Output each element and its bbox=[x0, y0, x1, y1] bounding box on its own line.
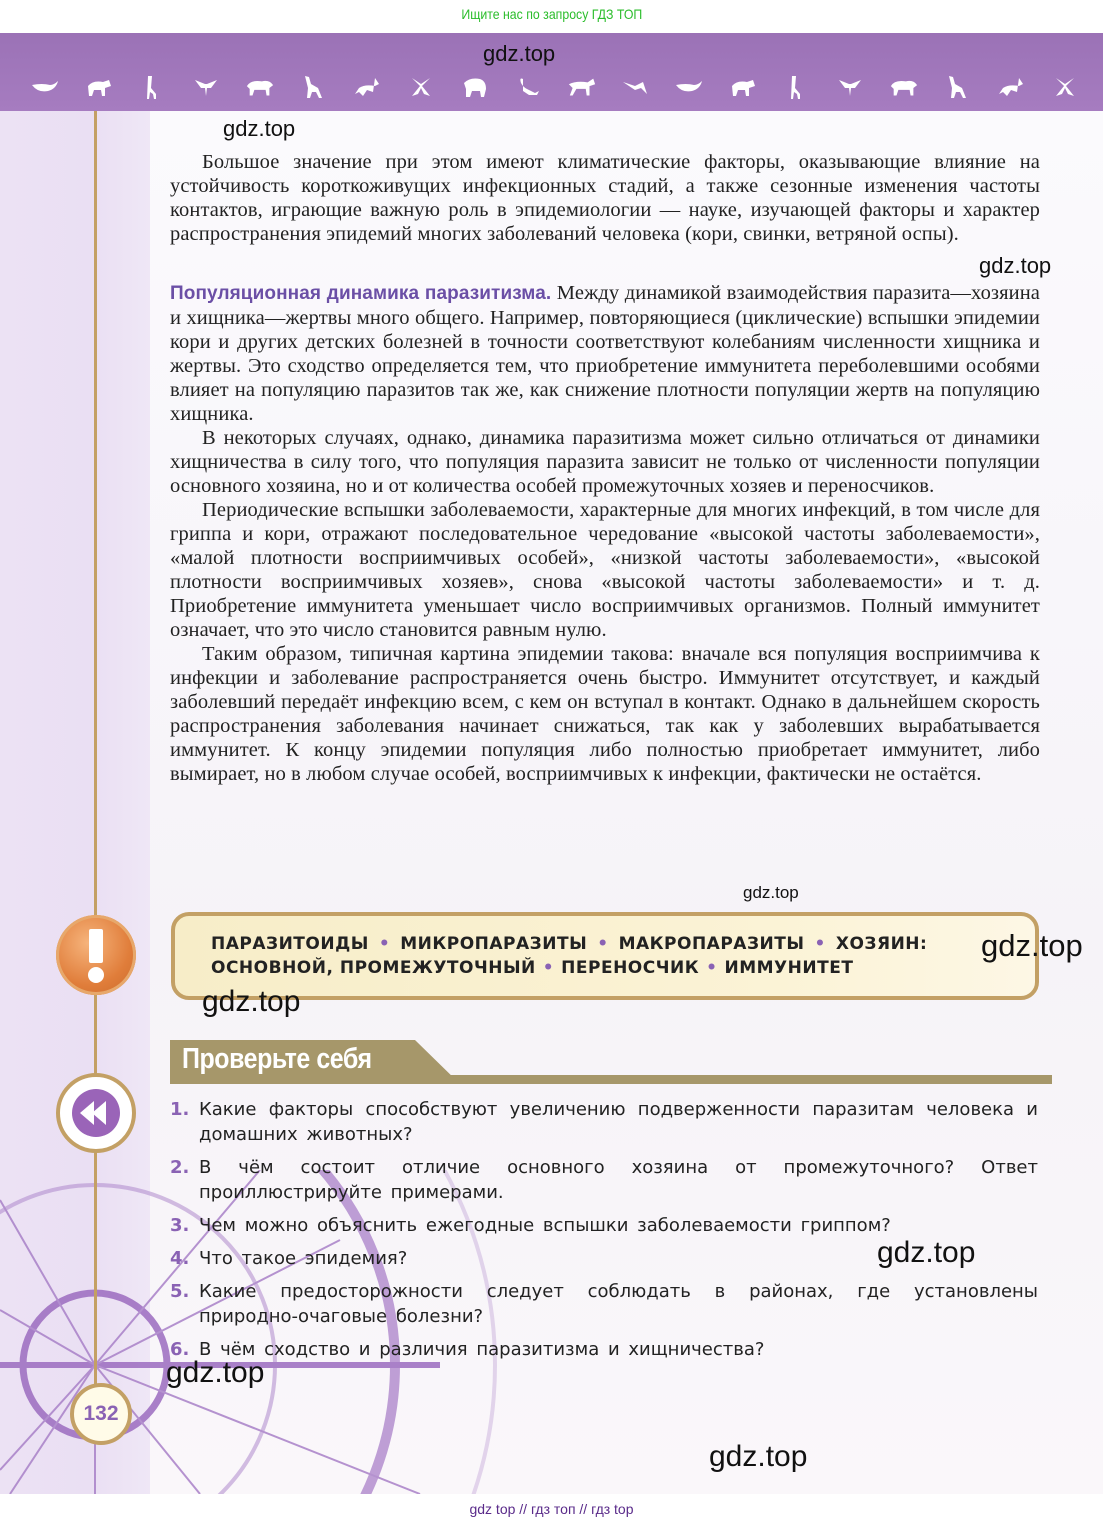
question-item bbox=[170, 1213, 1038, 1238]
margin-gold-line bbox=[94, 111, 97, 1411]
animal-silhouette-row bbox=[30, 73, 1080, 101]
question-text: В чём сходство и различия паразитизма и хищничества? bbox=[199, 1339, 765, 1360]
paragraph: В некоторых случаях, однако, динамика паразитизма может сильно отличаться от динамики хищничества в силу того, что популяция паразита зависит не только от численности популяции основного хозяина, но и от количества особей промежуточных хозяев и переносчиков. bbox=[170, 427, 1040, 497]
paragraph bbox=[170, 281, 1040, 426]
boar-icon bbox=[728, 76, 758, 98]
watermark: gdz.top bbox=[709, 1440, 808, 1473]
key-terms-line bbox=[211, 932, 1035, 956]
bison-icon bbox=[245, 76, 275, 98]
watermark: gdz.top bbox=[877, 1236, 976, 1269]
whale-icon bbox=[674, 76, 704, 98]
paragraph-text: Между динамикой взаимодействия паразита—хозяина и хищника—жертвы много общего. Например, повторяющиеся (циклические) вспышки эпидемии кори и других детских болезней в точности соответствуют колебаниям численности хищника и жертвы. Это сходство определяется тем, что приобретение иммунитета переболевшими особями влияет на популяцию паразитов так же, как снижение плотности популяции жертв на популяцию хищника. bbox=[170, 282, 1040, 425]
cat-icon bbox=[298, 76, 328, 98]
antelope-icon bbox=[352, 76, 382, 98]
cat-icon bbox=[942, 76, 972, 98]
key-terms-box bbox=[171, 912, 1039, 1000]
watermark: gdz.top bbox=[223, 116, 296, 141]
bullet-icon: • bbox=[814, 934, 826, 954]
horse-icon bbox=[567, 76, 597, 98]
elephant-icon bbox=[459, 76, 489, 98]
watermark: gdz.top bbox=[979, 253, 1052, 278]
giraffe-icon bbox=[137, 76, 167, 98]
bird-icon bbox=[620, 76, 650, 98]
question-item bbox=[170, 1155, 1038, 1205]
question-number: 2. bbox=[170, 1157, 190, 1178]
antelope-icon bbox=[996, 76, 1026, 98]
review-rewind-icon bbox=[56, 1073, 136, 1153]
page-header-band bbox=[0, 33, 1103, 111]
bullet-icon: • bbox=[542, 958, 555, 978]
key-term: МИКРОПАРАЗИТЫ bbox=[400, 934, 588, 954]
watermark: gdz.top bbox=[743, 883, 799, 902]
page-number-badge: 132 bbox=[70, 1383, 132, 1445]
key-term: ИММУНИТЕТ bbox=[724, 958, 854, 978]
paragraph: Таким образом, типичная картина эпидемии такова: вначале вся популяция восприимчива к инфекции и заболевание распространяется очень быстро. Иммунитет отсутствует, и каждый заболевший передаёт инфекцию всем, с кем он вступал в контакт. Однако в дальнейшем скорость распространения заболевания начинает снижаться, так как у заболевших вырабатывается иммунитет. К концу эпидемии популяция либо полностью приобретает иммунитет, либо вымирает, но в любом случае особей, восприимчивых к инфекции, фактически не остаётся. bbox=[170, 643, 1040, 785]
question-item bbox=[170, 1279, 1038, 1329]
scorpion-icon bbox=[513, 76, 543, 98]
question-number: 3. bbox=[170, 1215, 190, 1236]
top-banner bbox=[0, 0, 1103, 33]
check-yourself-header bbox=[170, 1040, 1052, 1084]
key-term: ХОЗЯИН: bbox=[835, 934, 928, 954]
question-number: 5. bbox=[170, 1281, 190, 1302]
key-term: ПЕРЕНОСЧИК bbox=[561, 958, 700, 978]
paragraph: Периодические вспышки заболеваемости, характерные для многих инфекций, в том числе для гриппа и кори, отражают последовательное чередование «высокой частоты заболеваемости», «малой плотности восприимчивых особей», «низкой частоты заболеваемости», «высокой плотности восприимчивых хозяев», снова «высокой частоты заболеваемости» и т. д. Приобретение иммунитета уменьшает число восприимчивых организмов. Полный иммунитет означает, что это число становится равным нулю. bbox=[170, 499, 1040, 641]
watermark: gdz.top bbox=[202, 985, 301, 1018]
body-text bbox=[170, 281, 1040, 786]
question-list bbox=[170, 1097, 1038, 1370]
question-text: Чем можно объяснить ежегодные вспышки заболеваемости гриппом? bbox=[199, 1215, 891, 1236]
watermark: gdz.top bbox=[981, 928, 1083, 963]
butterfly-icon bbox=[406, 76, 436, 98]
bullet-icon: • bbox=[597, 934, 609, 954]
whale-icon bbox=[30, 76, 60, 98]
key-terms-line bbox=[211, 956, 1035, 980]
question-number: 6. bbox=[170, 1339, 190, 1360]
question-number: 4. bbox=[170, 1248, 190, 1269]
bullet-icon: • bbox=[706, 958, 718, 978]
insect-icon bbox=[191, 76, 221, 98]
paragraph: Большое значение при этом имеют климатические факторы, оказывающие влияние на устойчивость короткоживущих инфекционных стадий, а также сезонные изменения частоты контактов, играющие важную роль в эпидемиологии — науке, изучающей факторы и характер распространения эпидемий многих заболеваний человека (кори, свинки, ветряной оспы). bbox=[170, 151, 1040, 245]
question-text: Какие факторы способствуют увеличению подверженности паразитам человека и домашних животных? bbox=[199, 1099, 1038, 1145]
footer bbox=[0, 1494, 1103, 1528]
key-term: МАКРОПАРАЗИТЫ bbox=[618, 934, 805, 954]
insect-icon bbox=[835, 76, 865, 98]
body-text bbox=[170, 150, 1040, 246]
left-margin-strip bbox=[0, 111, 150, 1494]
question-text: В чём состоит отличие основного хозяина от промежуточного? Ответ проиллюстрируйте примерами. bbox=[199, 1157, 1038, 1203]
watermark: gdz.top bbox=[166, 1356, 265, 1389]
search-hint-text: Ищите нас по запросу ГДЗ ТОП bbox=[461, 6, 642, 22]
section-title: Проверьте себя bbox=[182, 1043, 372, 1075]
footer-links-text: gdz top // гдз топ // гдз top bbox=[469, 1501, 634, 1517]
question-text: Какие предосторожности следует соблюдать в районах, где установлены природно-очаговые болезни? bbox=[199, 1281, 1038, 1327]
watermark: gdz.top bbox=[483, 41, 556, 66]
key-term: ПАРАЗИТОИДЫ bbox=[211, 934, 369, 954]
butterfly-icon bbox=[1050, 76, 1080, 98]
giraffe-icon bbox=[781, 76, 811, 98]
boar-icon bbox=[84, 76, 114, 98]
question-item bbox=[170, 1337, 1038, 1362]
question-text: Что такое эпидемия? bbox=[199, 1248, 408, 1269]
bullet-icon: • bbox=[378, 934, 391, 954]
bison-icon bbox=[889, 76, 919, 98]
key-term: ОСНОВНОЙ, ПРОМЕЖУТОЧНЫЙ bbox=[211, 958, 536, 978]
question-item bbox=[170, 1097, 1038, 1147]
exclamation-icon bbox=[56, 915, 136, 995]
section-term-heading: Популяционная динамика паразитизма. bbox=[170, 283, 552, 304]
question-number: 1. bbox=[170, 1099, 190, 1120]
